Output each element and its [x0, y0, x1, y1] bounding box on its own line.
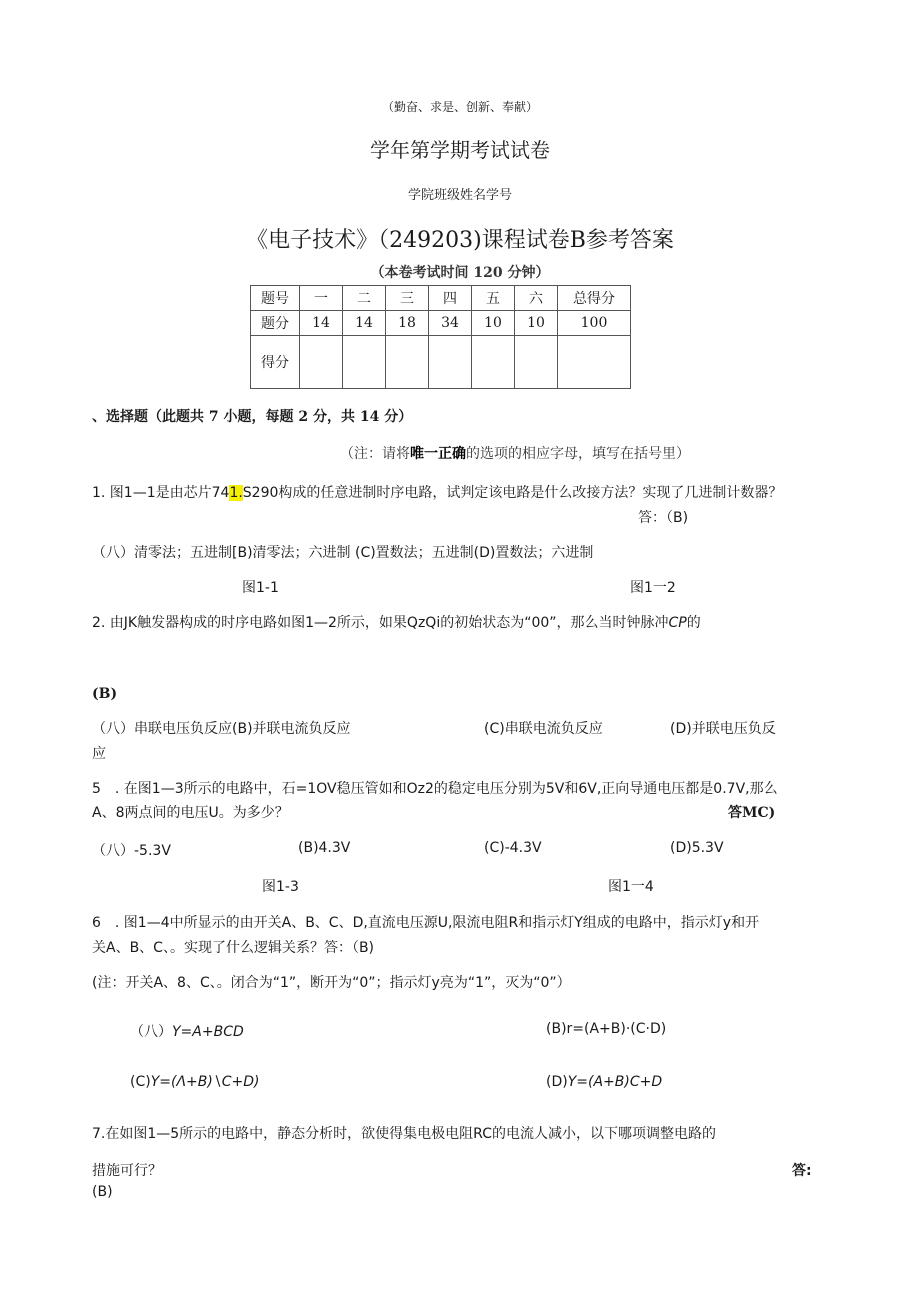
question-text: S290构成的任意进制时序电路，试判定该电路是什么改接方法？实现了几进制计数器？	[242, 485, 783, 501]
column-header: 总得分	[558, 286, 631, 311]
question-7-answer: (B)	[92, 1184, 113, 1200]
course-title: 《电子技术》（249203)课程试卷B参考答案	[246, 228, 674, 253]
option-c	[130, 1074, 259, 1090]
question-2-answer: (B)	[92, 686, 118, 702]
option-c: (C)串联电流负反应	[484, 721, 603, 737]
question-text: 1. 图1—1是由芯片74	[92, 485, 230, 501]
table-cell: 100	[558, 311, 631, 336]
option-b: (B)r=(A+B)·(C·D)	[546, 1021, 667, 1037]
cp-symbol: CP	[668, 615, 687, 631]
question-1-text	[92, 482, 782, 502]
table-cell: 10	[515, 311, 558, 336]
option-d: (D)5.3V	[670, 840, 724, 856]
option-expression: Y=(Λ+B)∖C+D)	[150, 1074, 260, 1090]
row-header: 得分	[251, 336, 300, 389]
highlighted-text: 1.	[229, 485, 243, 501]
option-d: (D)并联电压负反	[670, 721, 776, 737]
column-header: 四	[429, 286, 472, 311]
score-entry-cell[interactable]	[429, 336, 472, 389]
note-emphasis: 唯一正确	[410, 446, 466, 462]
score-table	[250, 285, 631, 389]
exam-title: 学年第学期考试试卷	[370, 138, 550, 162]
question-7-answer-label: 答:	[792, 1163, 812, 1179]
option-expression: Y=(A+B)C+D	[567, 1074, 663, 1090]
option-a-b: （八）串联电压负反应(B)并联电流负反应	[92, 721, 351, 737]
column-header: 六	[515, 286, 558, 311]
exam-time-note: （本卷考试时间 120 分钟）	[370, 265, 550, 281]
column-header: 一	[300, 286, 343, 311]
student-fields: 学院班级姓名学号	[407, 188, 512, 203]
question-1-options: （八）清零法；五进制[B)清零法；六进制 (C)置数法；五进制(D)置数法；六进制	[92, 545, 594, 561]
option-a: （八）-5.3V	[92, 843, 171, 859]
score-entry-cell[interactable]	[343, 336, 386, 389]
column-header: 三	[386, 286, 429, 311]
table-row	[251, 336, 631, 389]
question-5-answer: 答MC)	[728, 805, 776, 821]
column-header: 五	[472, 286, 515, 311]
option-a	[130, 1021, 244, 1041]
question-5-line-1: 5 . 在图1—3所示的电路中，石=1OV稳压管如和Oz2的稳定电压分别为5V和6V,正向导通电压都是0.7V,那么	[92, 781, 778, 797]
option-label: （八）	[130, 1024, 172, 1040]
score-entry-cell[interactable]	[386, 336, 429, 389]
figure-caption: 图1-3	[262, 879, 299, 895]
table-cell: 14	[343, 311, 386, 336]
table-cell: 10	[472, 311, 515, 336]
figure-caption: 图1一4	[608, 879, 654, 895]
table-row	[251, 286, 631, 311]
option-c: (C)-4.3V	[484, 840, 542, 856]
option-b: (B)4.3V	[298, 840, 351, 856]
option-d-wrap: 应	[92, 746, 106, 762]
score-entry-cell[interactable]	[472, 336, 515, 389]
question-2-text	[92, 612, 701, 632]
section-note	[340, 443, 690, 463]
section-heading: 、选择题（此题共 7 小题，每题 2 分，共 14 分）	[92, 409, 413, 425]
score-entry-cell[interactable]	[515, 336, 558, 389]
table-cell: 34	[429, 311, 472, 336]
column-header: 二	[343, 286, 386, 311]
option-expression: Y=A+BCD	[172, 1024, 244, 1040]
option-label: (C)	[130, 1074, 151, 1090]
option-label: (D)	[546, 1074, 568, 1090]
question-6-line-2: 关A、B、C、。实现了什么逻辑关系？答：（B)	[92, 940, 375, 956]
option-d	[546, 1074, 662, 1090]
table-cell: 18	[386, 311, 429, 336]
row-header: 题分	[251, 311, 300, 336]
question-5-line-2: A、8两点间的电压U。为多少？	[92, 805, 289, 821]
question-text: 的	[686, 615, 701, 631]
note-text: 的选项的相应字母，填写在括号里）	[466, 446, 690, 462]
score-entry-cell[interactable]	[300, 336, 343, 389]
question-7-line-1: 7.在如图1—5所示的电路中，静态分析时，欲使得集电极电阻RC的电流人减小，以下哪项调整电路的	[92, 1126, 716, 1142]
question-text: 2. 由JK触发器构成的时序电路如图1—2所示，如果QzQi的初始状态为“00”，那么当时钟脉冲	[92, 615, 669, 631]
question-1-answer: 答：（B)	[638, 510, 689, 526]
figure-caption: 图1一2	[630, 580, 676, 596]
school-motto: （勤奋、求是、创新、奉献）	[381, 100, 538, 114]
table-cell: 14	[300, 311, 343, 336]
question-6-line-1: 6 . 图1—4中所显示的由开关A、B、C、D,直流电压源U,限流电阻R和指示灯Y组成的电路中，指示灯y和开	[92, 915, 760, 931]
table-row	[251, 311, 631, 336]
figure-caption: 图1-1	[242, 580, 279, 596]
row-header: 题号	[251, 286, 300, 311]
question-6-note: (注：开关A、8、C、。闭合为“1”，断开为“0”；指示灯y亮为“1”，灭为“0”）	[92, 975, 571, 991]
question-7-line-2: 措施可行？	[92, 1163, 162, 1179]
score-entry-cell[interactable]	[558, 336, 631, 389]
note-text: （注：请将	[340, 446, 410, 462]
